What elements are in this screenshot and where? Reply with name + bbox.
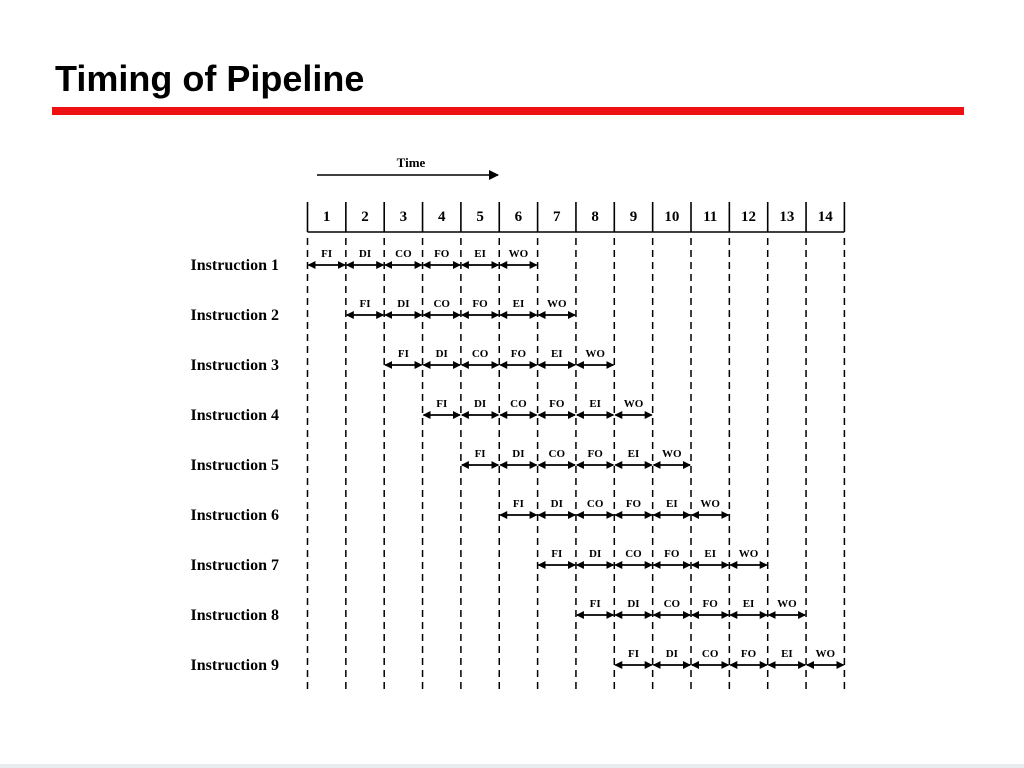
stage-label: DI bbox=[512, 448, 525, 460]
stage-label: DI bbox=[358, 248, 372, 260]
slide-title: Timing of Pipeline bbox=[55, 58, 365, 99]
stage-label: DI bbox=[397, 298, 410, 310]
instruction-label: Instruction 4 bbox=[190, 407, 279, 424]
stage-label: EI bbox=[704, 548, 716, 560]
time-slot-label: 14 bbox=[817, 209, 833, 225]
instruction-label: Instruction 5 bbox=[190, 457, 279, 474]
time-slot-label: 11 bbox=[703, 209, 718, 225]
stage-label: FO bbox=[740, 648, 757, 660]
stage-label: EI bbox=[627, 448, 640, 460]
stage-label: DI bbox=[627, 598, 640, 610]
stage-label: FI bbox=[359, 298, 371, 310]
stage-label: DI bbox=[435, 348, 448, 360]
stage-label: FO bbox=[625, 498, 642, 510]
stage-label: FO bbox=[549, 398, 565, 410]
stage-label: EI bbox=[512, 298, 525, 310]
instruction-label: Instruction 2 bbox=[190, 307, 279, 324]
stage-label: CO bbox=[433, 298, 450, 310]
stage-label: DI bbox=[473, 398, 487, 410]
stage-label: FI bbox=[627, 648, 639, 660]
time-slot-label: 12 bbox=[741, 209, 757, 225]
stage-label: FO bbox=[434, 248, 450, 260]
stage-label: EI bbox=[589, 398, 601, 410]
time-slot-label: 10 bbox=[664, 209, 680, 225]
stage-label: FO bbox=[510, 348, 527, 360]
instruction-label: Instruction 8 bbox=[190, 607, 279, 624]
stage-label: FI bbox=[512, 498, 524, 510]
time-slot-label: 9 bbox=[629, 209, 638, 225]
instruction-label: Instruction 1 bbox=[190, 257, 279, 274]
stage-label: FO bbox=[702, 598, 718, 610]
stage-label: CO bbox=[701, 648, 719, 660]
stage-label: FO bbox=[664, 548, 680, 560]
stage-label: FO bbox=[587, 448, 603, 460]
instruction-label: Instruction 6 bbox=[190, 507, 279, 524]
stage-label: CO bbox=[625, 548, 642, 560]
stage-label: DI bbox=[665, 648, 678, 660]
stage-label: WO bbox=[700, 498, 720, 510]
stage-label: CO bbox=[548, 448, 566, 460]
stage-label: EI bbox=[474, 248, 486, 260]
time-slot-label: 2 bbox=[361, 209, 369, 225]
time-slot-label: 8 bbox=[591, 209, 599, 225]
stage-label: CO bbox=[510, 398, 527, 410]
stage-label: WO bbox=[585, 348, 605, 360]
stage-label: FO bbox=[472, 298, 488, 310]
instruction-label: Instruction 3 bbox=[190, 357, 279, 374]
stage-label: WO bbox=[738, 548, 759, 560]
instruction-label: Instruction 9 bbox=[190, 657, 279, 674]
stage-label: EI bbox=[742, 598, 755, 610]
instruction-label: Instruction 7 bbox=[190, 557, 279, 574]
stage-label: CO bbox=[586, 498, 604, 510]
time-slot-label: 5 bbox=[476, 209, 484, 225]
stage-label: FI bbox=[397, 348, 409, 360]
stage-label: FI bbox=[589, 598, 601, 610]
stage-label: DI bbox=[589, 548, 602, 560]
stage-label: WO bbox=[508, 248, 529, 260]
time-slot-label: 1 bbox=[322, 209, 331, 225]
time-slot-label: 7 bbox=[553, 209, 561, 225]
stage-label: CO bbox=[663, 598, 681, 610]
stage-label: WO bbox=[777, 598, 797, 610]
stage-label: EI bbox=[781, 648, 793, 660]
stage-label: EI bbox=[550, 348, 563, 360]
stage-label: EI bbox=[666, 498, 678, 510]
stage-label: FI bbox=[551, 548, 563, 560]
time-slot-label: 13 bbox=[779, 209, 795, 225]
stage-label: WO bbox=[546, 298, 567, 310]
stage-label: FI bbox=[436, 398, 448, 410]
time-label: Time bbox=[396, 155, 426, 170]
stage-label: FI bbox=[321, 248, 333, 260]
stage-label: DI bbox=[550, 498, 563, 510]
time-slot-label: 4 bbox=[437, 209, 446, 225]
stage-label: WO bbox=[815, 648, 836, 660]
stage-label: CO bbox=[471, 348, 489, 360]
stage-label: CO bbox=[395, 248, 412, 260]
time-slot-label: 3 bbox=[399, 209, 408, 225]
stage-label: WO bbox=[623, 398, 644, 410]
time-slot-label: 6 bbox=[514, 209, 523, 225]
stage-label: WO bbox=[662, 448, 682, 460]
stage-label: FI bbox=[474, 448, 486, 460]
